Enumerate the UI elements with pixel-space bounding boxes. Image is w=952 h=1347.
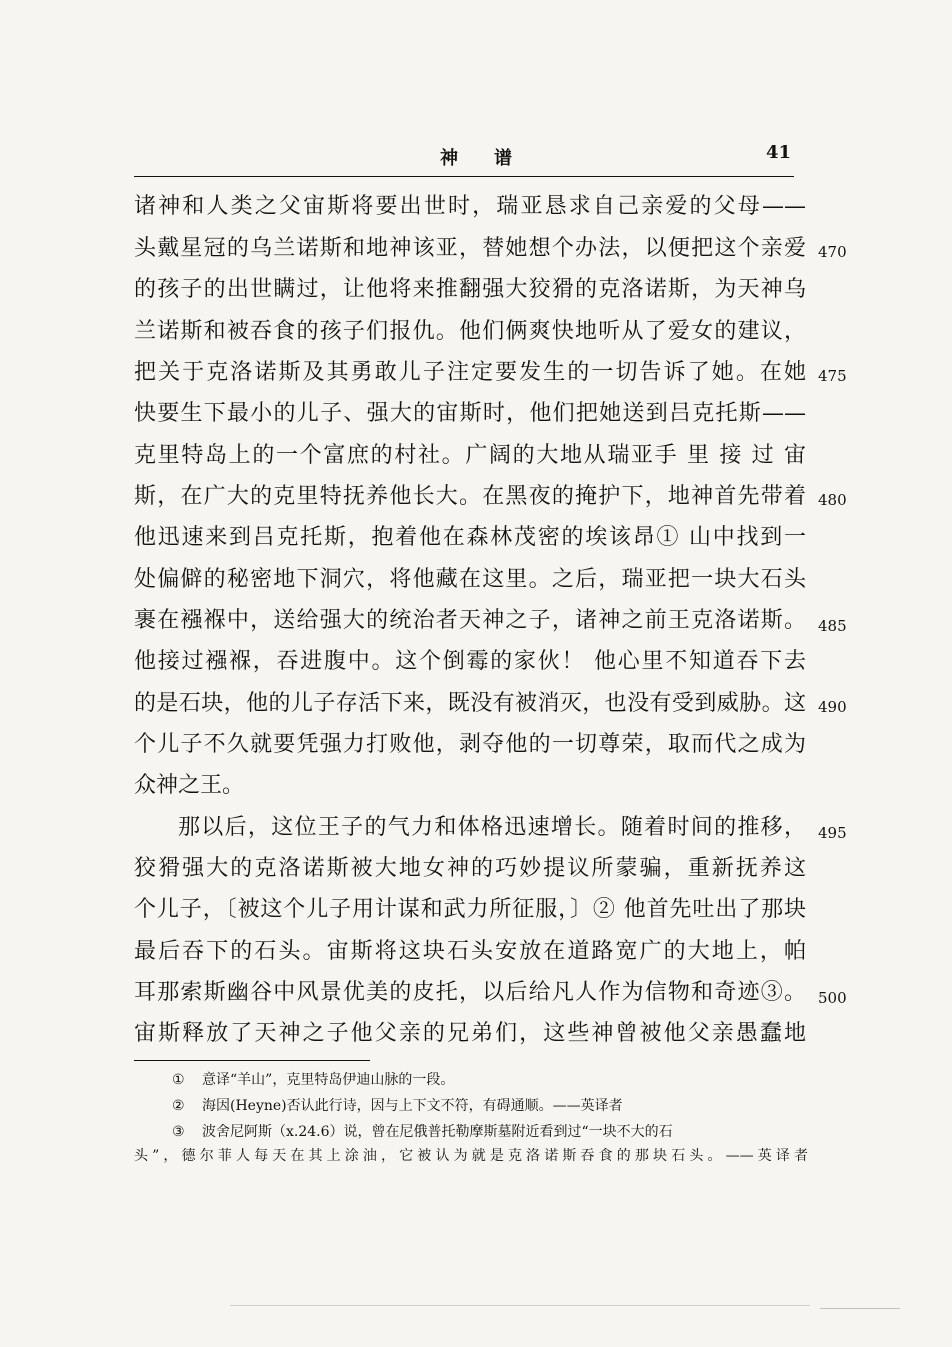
footnote-text: 意译“羊山”，克里特岛伊迪山脉的一段。 bbox=[202, 1072, 455, 1088]
text-line: 斯，在广大的克里特抚养他长大。在黑夜的掩护下，地神首先带着 bbox=[134, 484, 806, 509]
text-line: 众神之王。 bbox=[134, 773, 245, 798]
verse-line-number: 470 bbox=[818, 243, 847, 261]
footnote-1 bbox=[172, 1070, 454, 1090]
footnote-text: 海因(Heyne)否认此行诗，因与上下文不符，有碍通顺。——英译者 bbox=[202, 1098, 623, 1114]
scan-artifact-line bbox=[230, 1305, 810, 1306]
text-line: 的是石块，他的儿子存活下来，既没有被消灭，也没有受到威胁。这 bbox=[134, 691, 806, 716]
text-line: 兰诺斯和被吞食的孩子们报仇。他们俩爽快地听从了爱女的建议， bbox=[134, 319, 806, 344]
footnote-3 bbox=[172, 1122, 808, 1142]
verse-line-number: 480 bbox=[818, 491, 847, 509]
text-line: 头戴星冠的乌兰诺斯和地神该亚，替她想个办法，以便把这个亲爱 bbox=[134, 236, 806, 261]
verse-line-number: 485 bbox=[818, 617, 847, 635]
text-line: 的孩子的出世瞒过，让他将来推翻强大狡猾的克洛诺斯，为天神乌 bbox=[134, 277, 806, 302]
page-number: 41 bbox=[766, 142, 792, 163]
text-line: 快要生下最小的儿子、强大的宙斯时，他们把她送到吕克托斯—— bbox=[134, 401, 806, 426]
text-line: 最后吞下的石头。宙斯将这块石头安放在道路宽广的大地上，帕 bbox=[134, 939, 806, 964]
footnote-3-continued: 头”，德尔菲人每天在其上涂油，它被认为就是克洛诺斯吞食的那块石头。——英译者 bbox=[134, 1148, 808, 1164]
footnote-marker: ① bbox=[172, 1072, 185, 1088]
text-line: 狡猾强大的克洛诺斯被大地女神的巧妙提议所蒙骗，重新抚养这 bbox=[134, 856, 806, 881]
text-line: 他接过襁褓，吞进腹中。这个倒霉的家伙！ 他心里不知道吞下去 bbox=[134, 649, 806, 674]
text-line: 宙斯释放了天神之子他父亲的兄弟们，这些神曾被他父亲愚蠢地 bbox=[134, 1021, 806, 1046]
text-line: 诸神和人类之父宙斯将要出世时，瑞亚恳求自己亲爱的父母—— bbox=[134, 194, 806, 219]
text-line: 耳那索斯幽谷中风景优美的皮托，以后给凡人作为信物和奇迹③。 bbox=[134, 980, 806, 1005]
verse-line-number: 490 bbox=[818, 698, 847, 716]
text-line: 克里特岛上的一个富庶的村社。广阔的大地从瑞亚手 里 接 过 宙 bbox=[134, 443, 806, 468]
footnote-2 bbox=[172, 1096, 623, 1116]
verse-line-number: 475 bbox=[818, 367, 847, 385]
text-line: 裹在襁褓中，送给强大的统治者天神之子，诸神之前王克洛诺斯。 bbox=[134, 608, 806, 633]
running-title: 神谱 bbox=[440, 148, 548, 169]
text-line: 个儿子不久就要凭强力打败他，剥夺他的一切尊荣，取而代之成为 bbox=[134, 732, 806, 757]
header-rule bbox=[134, 176, 794, 177]
text-line: 个儿子，〔被这个儿子用计谋和武力所征服，〕② 他首先吐出了那块 bbox=[134, 897, 806, 922]
text-line: 他迅速来到吕克托斯，抱着他在森林茂密的埃该昂① 山中找到一 bbox=[134, 525, 806, 550]
footnote-rule bbox=[134, 1060, 370, 1061]
footnote-marker: ② bbox=[172, 1098, 185, 1114]
text-line-paragraph-start: 那以后，这位王子的气力和体格迅速增长。随着时间的推移， bbox=[178, 815, 806, 840]
verse-line-number: 500 bbox=[818, 989, 847, 1007]
verse-line-number: 495 bbox=[818, 824, 847, 842]
text-line: 处偏僻的秘密地下洞穴，将他藏在这里。之后，瑞亚把一块大石头 bbox=[134, 567, 806, 592]
footnote-marker: ③ bbox=[172, 1124, 185, 1140]
scan-artifact-line bbox=[820, 1308, 900, 1309]
footnote-text: 波舍尼阿斯（x.24.6）说，曾在尼俄普托勒摩斯墓附近看到过“一块不大的石 bbox=[202, 1124, 673, 1140]
text-line: 把关于克洛诺斯及其勇敢儿子注定要发生的一切告诉了她。在她 bbox=[134, 360, 806, 385]
